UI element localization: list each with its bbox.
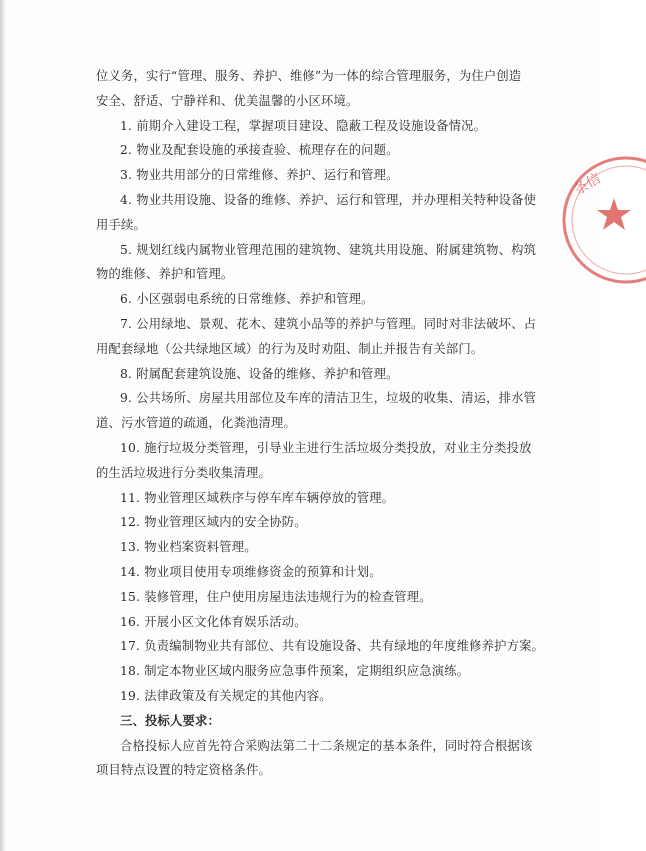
seal-outer-ring bbox=[564, 158, 646, 282]
company-seal-stamp bbox=[556, 150, 646, 290]
seal-text: 条信 bbox=[571, 170, 604, 199]
item-8-line-1: 8. 附属配套建筑设施、设备的维修、养护和管理。 bbox=[120, 366, 399, 381]
document-body bbox=[96, 64, 545, 783]
list-item bbox=[96, 436, 532, 486]
list-item bbox=[96, 659, 528, 684]
item-6-line-1: 6. 小区强弱电系统的日常维修、养护和管理。 bbox=[120, 292, 374, 307]
item-3-line-1: 3. 物业共用部分的日常维修、养护、运行和管理。 bbox=[120, 168, 399, 183]
item-12-line-1: 12. 物业管理区域内的安全协防。 bbox=[120, 515, 307, 530]
intro-line-2: 安全、舒适、宁静祥和、优美温馨的小区环境。 bbox=[96, 93, 359, 108]
item-16-line-1: 16. 开展小区文化体育娱乐活动。 bbox=[120, 614, 307, 629]
list-item bbox=[96, 510, 528, 535]
list-item bbox=[96, 287, 528, 312]
list-item bbox=[96, 585, 528, 610]
item-10-line-1: 10. 施行垃圾分类管理，引导业主进行生活垃圾分类投放，对业主分类投放 bbox=[120, 440, 532, 455]
requirement-line-2: 项目特点设置的特定资格条件。 bbox=[96, 763, 271, 778]
intro-line-1: 位义务，实行“管理、服务、养护、维修”为一体的综合管理服务，为住户创造 bbox=[96, 69, 522, 83]
item-4-line-1: 4. 物业共用设施、设备的维修、养护、运行和管理，并办理相关特种设备使 bbox=[120, 192, 537, 207]
list-item bbox=[96, 535, 528, 560]
list-item bbox=[96, 684, 528, 709]
item-1-line-1: 1. 前期介入建设工程，掌握项目建设、隐蔽工程及设施设备情况。 bbox=[120, 118, 487, 133]
list-item bbox=[96, 362, 528, 387]
seal-star-icon bbox=[597, 198, 631, 230]
list-item bbox=[96, 114, 528, 139]
item-10-line-2: 的生活垃圾进行分类收集清理。 bbox=[96, 465, 271, 480]
page-edge-shadow bbox=[0, 0, 6, 851]
list-item bbox=[96, 163, 528, 188]
list-item bbox=[96, 486, 528, 511]
requirement-line-1: 合格投标人应首先符合采购法第二十二条规定的基本条件，同时符合根据该 bbox=[120, 738, 533, 753]
item-14-line-1: 14. 物业项目使用专项维修资金的预算和计划。 bbox=[120, 564, 382, 579]
item-5-line-1: 5. 规划红线内属物业管理范围的建筑物、建筑共用设施、附属建筑物、构筑 bbox=[120, 242, 537, 257]
item-2-line-1: 2. 物业及配套设施的承接查验、梳理存在的问题。 bbox=[120, 143, 399, 158]
item-9-line-1: 9. 公共场所、房屋共用部位及车库的清洁卫生，垃圾的收集、清运，排水管 bbox=[120, 391, 537, 406]
list-item bbox=[96, 386, 537, 436]
item-5-line-2: 物的维修、养护和管理。 bbox=[96, 267, 234, 282]
item-7-line-1: 7. 公用绿地、景观、花木、建筑小品等的养护与管理。同时对非法破坏、占 bbox=[120, 316, 537, 331]
list-item bbox=[96, 634, 545, 659]
list-item bbox=[96, 610, 528, 635]
list-item bbox=[96, 238, 537, 288]
item-18-line-1: 18. 制定本物业区域内服务应急事件预案，定期组织应急演练。 bbox=[120, 664, 470, 679]
list-item bbox=[96, 560, 528, 585]
item-9-line-2: 道、污水管道的疏通，化粪池清理。 bbox=[96, 416, 296, 431]
item-13-line-1: 13. 物业档案资料管理。 bbox=[120, 540, 257, 555]
item-7-line-2: 用配套绿地（公共绿地区域）的行为及时劝阻、制止并报告有关部门。 bbox=[96, 341, 484, 356]
item-17-line-1: 17. 负责编制物业共有部位、共有设施设备、共有绿地的年度维修养护方案。 bbox=[120, 639, 545, 654]
list-item bbox=[96, 138, 528, 163]
item-4-line-2: 用手续。 bbox=[96, 217, 146, 232]
item-19-line-1: 19. 法律政策及有关规定的其他内容。 bbox=[120, 688, 332, 703]
item-11-line-1: 11. 物业管理区域秩序与停车库车辆停放的管理。 bbox=[120, 490, 395, 505]
item-15-line-1: 15. 装修管理，住户使用房屋违法违规行为的检查管理。 bbox=[120, 589, 432, 604]
section-heading: 三、投标人要求： bbox=[120, 712, 220, 728]
list-item bbox=[96, 312, 537, 362]
list-item bbox=[96, 188, 537, 238]
